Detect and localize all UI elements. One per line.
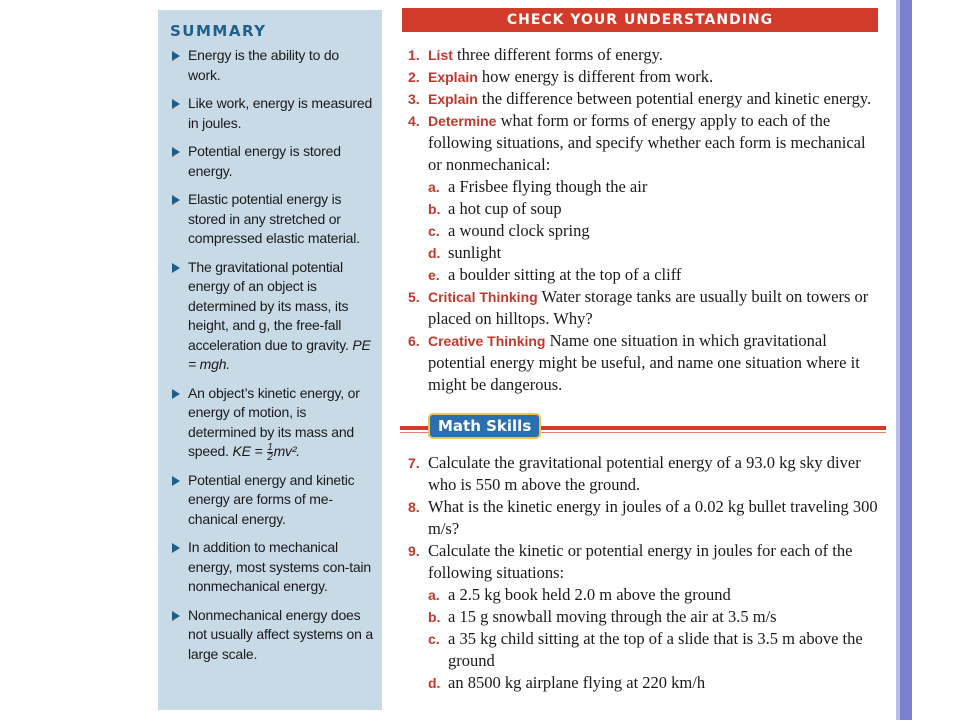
sub-question-item: d. an 8500 kg airplane flying at 220 km/h [428,673,706,692]
page-edge-stripe [900,0,912,720]
pe-formula: PE = mgh. [188,336,371,372]
bullet-arrow-icon [172,389,180,399]
summary-item: The gravitational potential energy of an object is determined by its mass, its height, and g, the free-fall acceleration due to gravity. PE = mgh. [170,258,374,375]
bullet-arrow-icon [172,263,180,273]
bullet-arrow-icon [172,51,180,61]
sub-question-item: a. a 2.5 kg book held 2.0 m above the ground [428,585,731,604]
bullet-arrow-icon [172,147,180,157]
question-item: 5. Critical Thinking Water storage tanks are usually built on towers or placed on hilltops. Why? [408,287,869,328]
question-item: 8. What is the kinetic energy in joules of a 0.02 kg bullet traveling 300 m/s? [408,497,878,538]
bullet-arrow-icon [172,99,180,109]
sub-question-item: c. a wound clock spring [428,221,590,240]
summary-item: In addition to mechanical energy, most systems con-tain nonmechanical energy. [170,538,374,597]
question-item: 2. Explain how energy is different from work. [408,67,714,86]
ke-formula: KE = $\frac{1}{2}$ mv². [232,441,300,463]
summary-item: Potential energy is stored energy. [170,142,374,181]
sub-question-item: e. a boulder sitting at the top of a cliff [428,265,682,284]
summary-item: Potential energy and kinetic energy are forms of me-chanical energy. [170,471,374,530]
questions-section [408,44,878,694]
sub-question-item: b. a hot cup of soup [428,199,562,218]
question-item: 6. Creative Thinking Name one situation in which gravitational potential energy might be useful, and name one situation where it might be dangerous. [408,331,860,394]
bullet-arrow-icon [172,543,180,553]
summary-item: Like work, energy is measured in joules. [170,94,374,133]
sub-question-item: d. sunlight [428,243,502,262]
check-understanding-header: CHECK YOUR UNDERSTANDING [402,8,878,32]
math-skills-badge: Math Skills [428,413,541,439]
question-item: 7. Calculate the gravitational potential energy of a 93.0 kg sky diver who is 550 m above the ground. [408,453,861,494]
bullet-arrow-icon [172,611,180,621]
question-item: 1. List three different forms of energy. [408,45,663,64]
question-item: 3. Explain the difference between potential energy and kinetic energy. [408,89,872,108]
summary-item: Nonmechanical energy does not usually affect systems on a large scale. [170,606,374,665]
summary-sidebar [158,10,382,710]
sub-question-item: c. a 35 kg child sitting at the top of a slide that is 3.5 m above the ground [428,629,863,670]
bullet-arrow-icon [172,476,180,486]
one-half-fraction: $\frac{1}{2}$ [267,441,273,463]
sub-question-item: b. a 15 g snowball moving through the air at 3.5 m/s [428,607,777,626]
summary-item: Energy is the ability to do work. [170,46,374,85]
summary-item: Elastic potential energy is stored in any stretched or compressed elastic material. [170,190,374,249]
sub-question-item: a. a Frisbee flying though the air [428,177,648,196]
bullet-arrow-icon [172,195,180,205]
summary-list [170,46,374,664]
summary-item: An object’s kinetic energy, or energy of motion, is determined by its mass and speed. KE = $\frac{1}{2}$ mv². [170,384,374,462]
question-item: 9. Calculate the kinetic or potential energy in joules for each of the following situations: [408,541,853,582]
math-skills-banner [408,412,878,444]
summary-title: SUMMARY [170,22,267,40]
question-item: 4. Determine what form or forms of energy apply to each of the following situations, and specify whether each form is mechanical or nonmechanical: [408,111,866,174]
